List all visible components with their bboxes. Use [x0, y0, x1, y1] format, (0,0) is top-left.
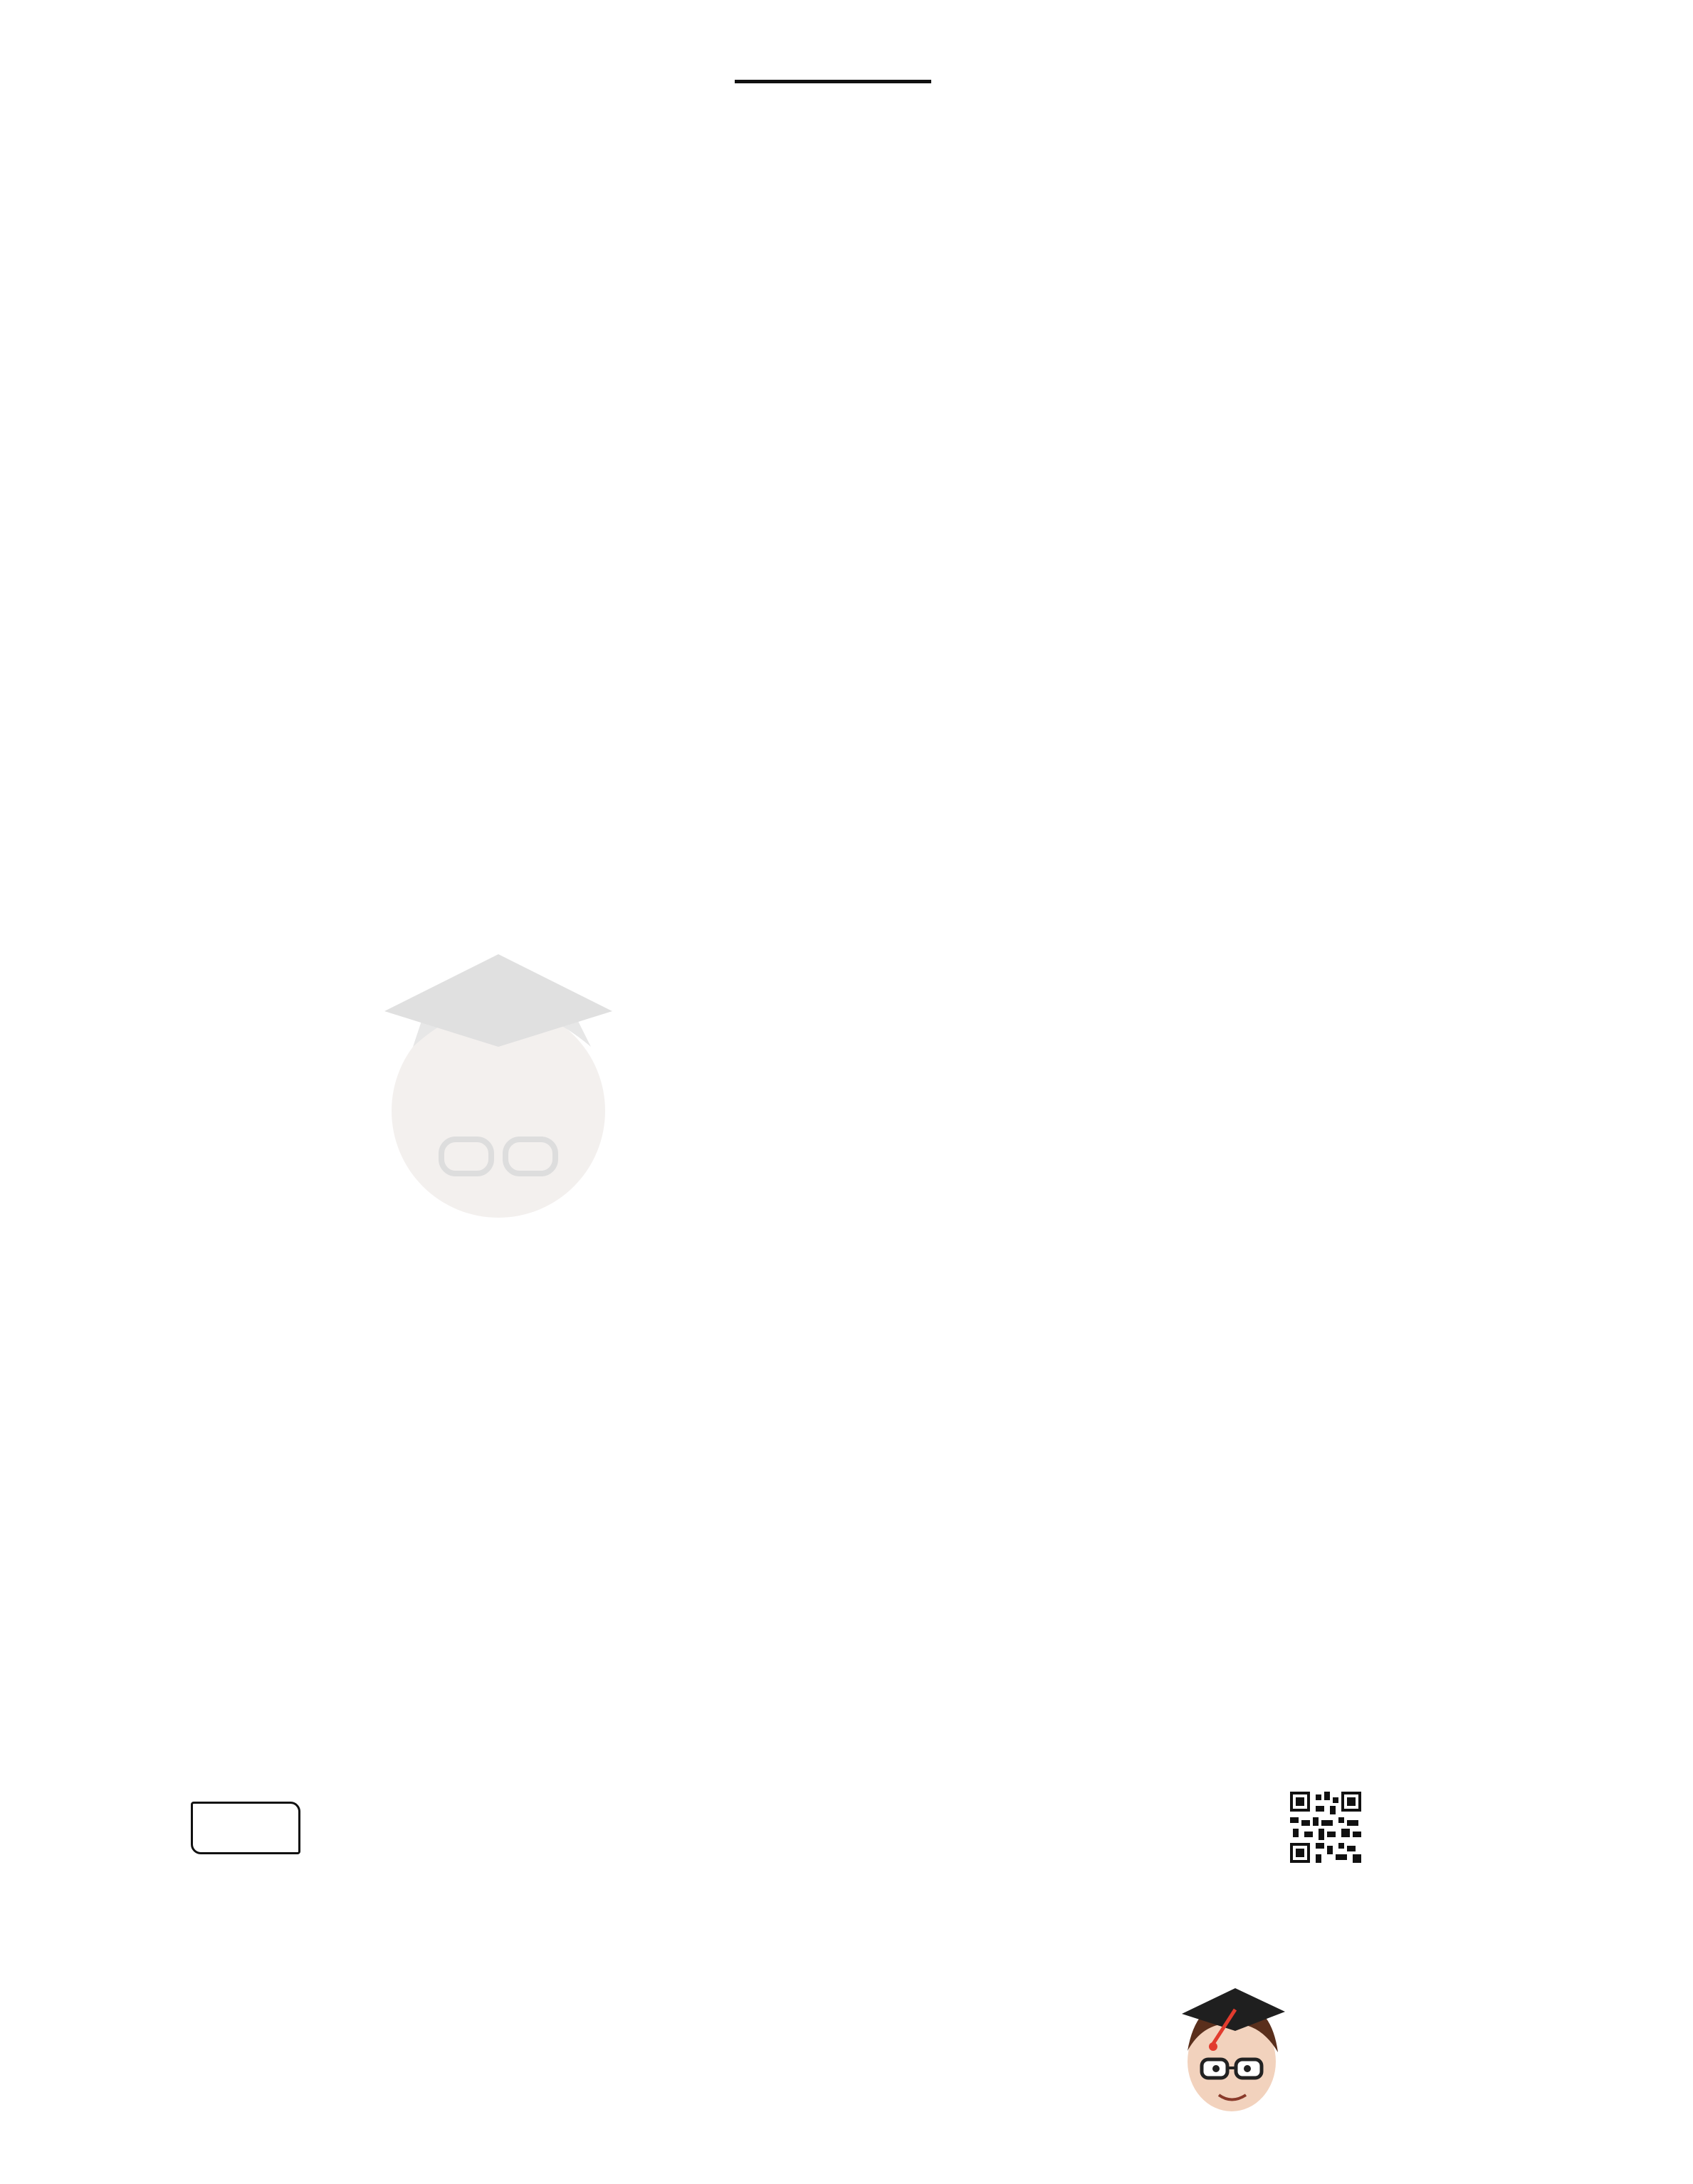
- qr-code-icon: [1290, 1792, 1361, 1863]
- bar-chart: [456, 1310, 1239, 1780]
- paper-code-badge: [191, 1802, 300, 1854]
- top-rule: [735, 80, 931, 83]
- mascot-icon: [1175, 1973, 1289, 2122]
